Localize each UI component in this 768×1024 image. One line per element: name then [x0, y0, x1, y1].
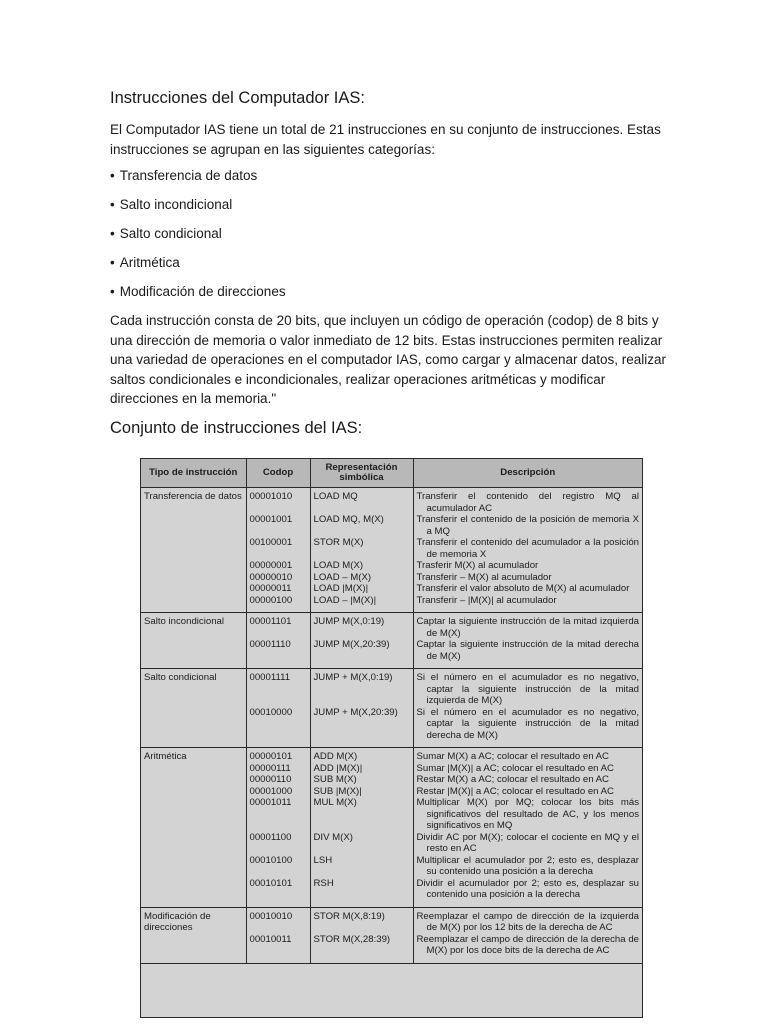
cell-desc-text: Dividir el acumulador por 2; esto es, desplazar su contenido una posición a la derecha: [416, 877, 639, 900]
cell-codop: 00010011: [246, 934, 310, 964]
cell-codop: 00000110: [246, 774, 310, 786]
cell-desc-text: Transferir el contenido del acumulador a la posición de memoria X: [416, 537, 639, 560]
cell-desc: [413, 669, 642, 707]
cell-desc-text: Transferir el contenido de la posición de memoria X a MQ: [416, 514, 639, 537]
cell-tipo: [141, 855, 246, 878]
body-paragraph: Cada instrucción consta de 20 bits, que incluyen un código de operación (codop) de 8 bits y una dirección de memoria o valor inmediato de 12 bits. Estas instrucciones permiten realizar una variedad de operaciones en el computador IAS, como cargar y almacenar datos, realizar saltos condicionales e incondicionales, realizar operaciones aritméticas y modificar direcciones en la memoria.": [110, 313, 667, 406]
cell-codop: 00001001: [246, 514, 310, 537]
cell-tipo: [141, 639, 246, 669]
table-row: [141, 514, 642, 537]
cell-tipo: Salto incondicional: [141, 613, 246, 640]
cell-codop: 00000101: [246, 748, 310, 763]
table-row: [141, 537, 642, 560]
cell-repr: LOAD M(X): [310, 560, 413, 572]
cell-repr: MUL M(X): [310, 797, 413, 832]
cell-tipo: Salto condicional: [141, 669, 246, 707]
table-row: [141, 748, 642, 763]
cell-repr: DIV M(X): [310, 832, 413, 855]
cell-desc: [413, 707, 642, 748]
cell-desc: [413, 748, 642, 763]
table-row: [141, 907, 642, 934]
cell-tipo: [141, 797, 246, 832]
table-row: [141, 613, 642, 640]
bullet-label: Salto incondicional: [119, 197, 233, 212]
cell-desc: [413, 572, 642, 584]
cell-tipo: [141, 514, 246, 537]
cell-repr: STOR M(X,28:39): [310, 934, 413, 964]
cell-desc-text: Sumar M(X) a AC; colocar el resultado en AC: [416, 751, 609, 762]
cell-repr: JUMP M(X,0:19): [310, 613, 413, 640]
cell-codop: 00001011: [246, 797, 310, 832]
cell-tipo: [141, 786, 246, 798]
cell-desc-text: Si el número en el acumulador es no negativo, captar la siguiente instrucción de la mitad derecha de M(X): [416, 706, 639, 741]
table-row: [141, 639, 642, 669]
cell-desc-text: Transferir el valor absoluto de M(X) al acumulador: [416, 583, 630, 594]
cell-desc: [413, 763, 642, 775]
cell-desc: [413, 514, 642, 537]
cell-codop: 00010010: [246, 907, 310, 934]
cell-desc: [413, 488, 642, 515]
cell-tipo: Aritmética: [141, 748, 246, 763]
cell-tipo: [141, 560, 246, 572]
cell-tipo: Modificación de direcciones: [141, 907, 246, 934]
table-row: [141, 878, 642, 908]
cell-repr: SUB M(X): [310, 774, 413, 786]
bullet-item: [110, 224, 222, 243]
cell-repr: STOR M(X): [310, 537, 413, 560]
cell-repr: STOR M(X,8:19): [310, 907, 413, 934]
cell-desc: [413, 878, 642, 908]
table-row: [141, 786, 642, 798]
cell-tipo: Transferencia de datos: [141, 488, 246, 515]
table-row: [141, 855, 642, 878]
cell-desc-text: Dividir AC por M(X); colocar el cociente en MQ y el resto en AC: [416, 831, 639, 854]
cell-tipo: [141, 878, 246, 908]
cell-desc: [413, 639, 642, 669]
cell-codop: 00001100: [246, 832, 310, 855]
instruction-table: [141, 459, 642, 964]
cell-desc: [413, 560, 642, 572]
cell-desc: [413, 832, 642, 855]
table-row: [141, 934, 642, 964]
cell-repr: JUMP + M(X,20:39): [310, 707, 413, 748]
instruction-table-image: [140, 458, 643, 1018]
cell-tipo: [141, 832, 246, 855]
bullet-icon: •: [110, 197, 115, 212]
cell-tipo: [141, 707, 246, 748]
cell-desc-text: Captar la siguiente instrucción de la mitad derecha de M(X): [416, 639, 639, 662]
cell-tipo: [141, 763, 246, 775]
cell-desc-text: Reemplazar el campo de dirección de la izquierda de M(X) por los 12 bits de la derecha de AC: [416, 910, 639, 933]
bullet-item: [110, 282, 286, 301]
cell-codop: 00000100: [246, 595, 310, 613]
cell-codop: 00000011: [246, 583, 310, 595]
cell-desc-text: Transferir – |M(X)| al acumulador: [416, 594, 557, 606]
table-row: [141, 669, 642, 707]
cell-tipo: [141, 537, 246, 560]
cell-repr: ADD |M(X)|: [310, 763, 413, 775]
cell-repr: RSH: [310, 878, 413, 908]
header-repr: Representación simbólica: [310, 459, 413, 488]
cell-desc: [413, 797, 642, 832]
table-body: [141, 488, 642, 964]
header-desc: Descripción: [413, 459, 642, 488]
cell-desc-text: Transferir el contenido del registro MQ al acumulador AC: [416, 491, 639, 514]
cell-tipo: [141, 572, 246, 584]
bullet-icon: •: [110, 168, 115, 183]
bullet-label: Aritmética: [119, 255, 180, 270]
cell-desc: [413, 855, 642, 878]
cell-repr: JUMP M(X,20:39): [310, 639, 413, 669]
header-codop: Codop: [246, 459, 310, 488]
table-row: [141, 763, 642, 775]
cell-repr: ADD M(X): [310, 748, 413, 763]
bullet-icon: •: [110, 255, 115, 270]
cell-desc-text: Restar M(X) a AC; colocar el resultado en AC: [416, 774, 609, 785]
cell-desc: [413, 934, 642, 964]
bullet-label: Transferencia de datos: [119, 168, 258, 183]
table-row: [141, 488, 642, 515]
cell-repr: JUMP + M(X,0:19): [310, 669, 413, 707]
table-row: [141, 774, 642, 786]
cell-codop: 00001111: [246, 669, 310, 707]
cell-codop: 00001000: [246, 786, 310, 798]
section-title: Conjunto de instrucciones del IAS:: [110, 419, 363, 437]
bullet-item: [110, 166, 257, 185]
table-header-row: [141, 459, 642, 488]
cell-codop: 00010101: [246, 878, 310, 908]
cell-desc-text: Transferir – M(X) al acumulador: [416, 571, 552, 583]
cell-desc-text: Multiplicar el acumulador por 2; esto es, desplazar su contenido una posición a la derecha: [416, 854, 639, 877]
table-row: [141, 832, 642, 855]
table-row: [141, 583, 642, 595]
bullet-icon: •: [110, 284, 115, 299]
cell-desc: [413, 786, 642, 798]
table-row: [141, 797, 642, 832]
cell-tipo: [141, 595, 246, 613]
cell-repr: LOAD – |M(X)|: [310, 595, 413, 613]
cell-codop: 00001110: [246, 639, 310, 669]
cell-desc: [413, 907, 642, 934]
cell-repr: LOAD MQ, M(X): [310, 514, 413, 537]
cell-repr: LOAD – M(X): [310, 572, 413, 584]
cell-desc-text: Restar |M(X)| a AC; colocar el resultado en AC: [416, 785, 614, 797]
table-row: [141, 595, 642, 613]
bullet-label: Salto condicional: [119, 226, 222, 241]
cell-codop: 00000111: [246, 763, 310, 775]
cell-desc: [413, 583, 642, 595]
cell-repr: SUB |M(X)|: [310, 786, 413, 798]
cell-desc: [413, 613, 642, 640]
cell-codop: 00000001: [246, 560, 310, 572]
table-row: [141, 560, 642, 572]
bullet-label: Modificación de direcciones: [119, 284, 286, 299]
bullet-icon: •: [110, 226, 115, 241]
header-tipo: Tipo de instrucción: [141, 459, 246, 488]
cell-desc-text: Multiplicar M(X) por MQ; colocar los bits más significativos del resultado de AC, y los menos significativos en MQ: [416, 797, 639, 831]
cell-repr: LOAD |M(X)|: [310, 583, 413, 595]
cell-desc: [413, 774, 642, 786]
cell-codop: 00010100: [246, 855, 310, 878]
cell-codop: 00000010: [246, 572, 310, 584]
cell-codop: 00010000: [246, 707, 310, 748]
cell-codop: 00100001: [246, 537, 310, 560]
table-row: [141, 707, 642, 748]
cell-desc: [413, 537, 642, 560]
intro-paragraph: El Computador IAS tiene un total de 21 instrucciones en su conjunto de instrucciones. Estas instrucciones se agrupan en las siguientes categorías:: [110, 122, 661, 157]
cell-desc-text: Si el número en el acumulador es no negativo, captar la siguiente instrucción de la mitad izquierda de M(X): [416, 672, 639, 706]
cell-desc-text: Sumar |M(X)| a AC; colocar el resultado en AC: [416, 762, 614, 774]
cell-desc-text: Trasferir M(X) al acumulador: [416, 560, 539, 571]
cell-desc-text: Reemplazar el campo de dirección de la derecha de M(X) por los doce bits de la derecha de AC: [416, 933, 639, 956]
cell-codop: 00001010: [246, 488, 310, 515]
bullet-item: [110, 195, 232, 214]
cell-tipo: [141, 774, 246, 786]
bullet-item: [110, 253, 180, 272]
cell-tipo: [141, 583, 246, 595]
cell-desc: [413, 595, 642, 613]
cell-repr: LOAD MQ: [310, 488, 413, 515]
cell-desc-text: Captar la siguiente instrucción de la mitad izquierda de M(X): [416, 616, 639, 639]
cell-codop: 00001101: [246, 613, 310, 640]
table-row: [141, 572, 642, 584]
page-title: Instrucciones del Computador IAS:: [110, 89, 365, 107]
cell-repr: LSH: [310, 855, 413, 878]
cell-tipo: [141, 934, 246, 964]
